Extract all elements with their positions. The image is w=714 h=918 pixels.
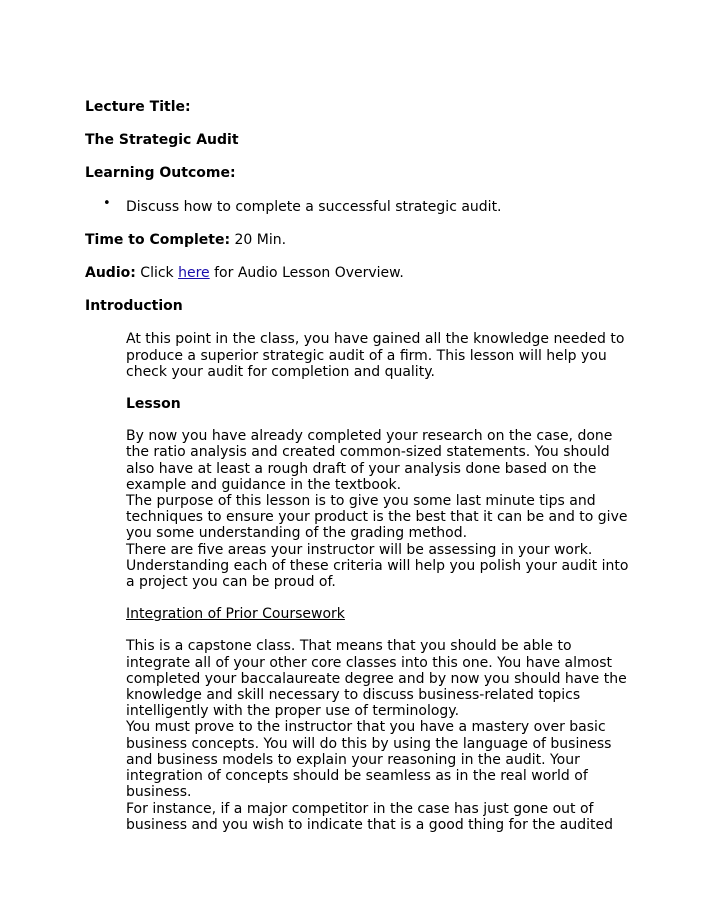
list-item bbox=[85, 195, 645, 215]
audio-suffix: for Audio Lesson Overview. bbox=[209, 265, 404, 282]
learning-outcome-text: Discuss how to complete a successful strategic audit. bbox=[126, 198, 502, 215]
introduction-heading: Introduction bbox=[85, 298, 183, 315]
lesson-body bbox=[126, 331, 636, 832]
section-paragraph: For instance, if a major competitor in the case has just gone out of business and you wish to indicate that is a good thing for the audited bbox=[126, 800, 613, 833]
learning-outcomes-list bbox=[85, 195, 645, 215]
lesson-paragraph: By now you have already completed your research on the case, done the ratio analysis and created common-sized statements. You should also have at least a rough draft of your analysis done based on the example and guidance in the textbook. bbox=[126, 428, 613, 493]
lesson-paragraph: There are five areas your instructor will be assessing in your work. Understanding each of these criteria will help you polish your audit into a project you can be proud of. bbox=[126, 541, 629, 591]
audio-lesson-link[interactable]: here bbox=[178, 265, 210, 282]
section-paragraph: This is a capstone class. That means that you should be able to integrate all of your other core classes into this one. You have almost completed your baccalaureate degree and by now you should have the knowledge and skill necessary to discuss business-related topics intelligently with the proper use of terminology. bbox=[126, 638, 627, 720]
lesson-heading: Lesson bbox=[126, 396, 181, 413]
introduction-text: At this point in the class, you have gained all the knowledge needed to produce a superior strategic audit of a firm. This lesson will help you check your audit for completion and quality. bbox=[126, 331, 625, 380]
audio-prefix: Click bbox=[135, 265, 179, 282]
learning-outcome-label: Learning Outcome: bbox=[85, 165, 236, 182]
document-page bbox=[85, 99, 645, 833]
audio-label: Audio: bbox=[85, 265, 136, 282]
audio-line bbox=[85, 265, 645, 281]
time-value: 20 Min. bbox=[230, 231, 287, 248]
time-to-complete bbox=[85, 232, 645, 248]
lecture-title: The Strategic Audit bbox=[85, 132, 239, 149]
time-label: Time to Complete: bbox=[85, 231, 231, 248]
lecture-title-label: Lecture Title: bbox=[85, 99, 191, 115]
bullet-icon: • bbox=[103, 195, 111, 211]
section-paragraph: You must prove to the instructor that you have a mastery over basic business concepts. You will do this by using the language of business and business models to explain your reasoning in the audit. Your integration of concepts should be seamless as in the real world of business. bbox=[126, 719, 612, 801]
lesson-paragraph: The purpose of this lesson is to give you some last minute tips and techniques to ensure your product is the best that it can be and to give you some understanding of the grading method. bbox=[126, 493, 628, 542]
section-heading: Integration of Prior Coursework bbox=[126, 606, 345, 623]
